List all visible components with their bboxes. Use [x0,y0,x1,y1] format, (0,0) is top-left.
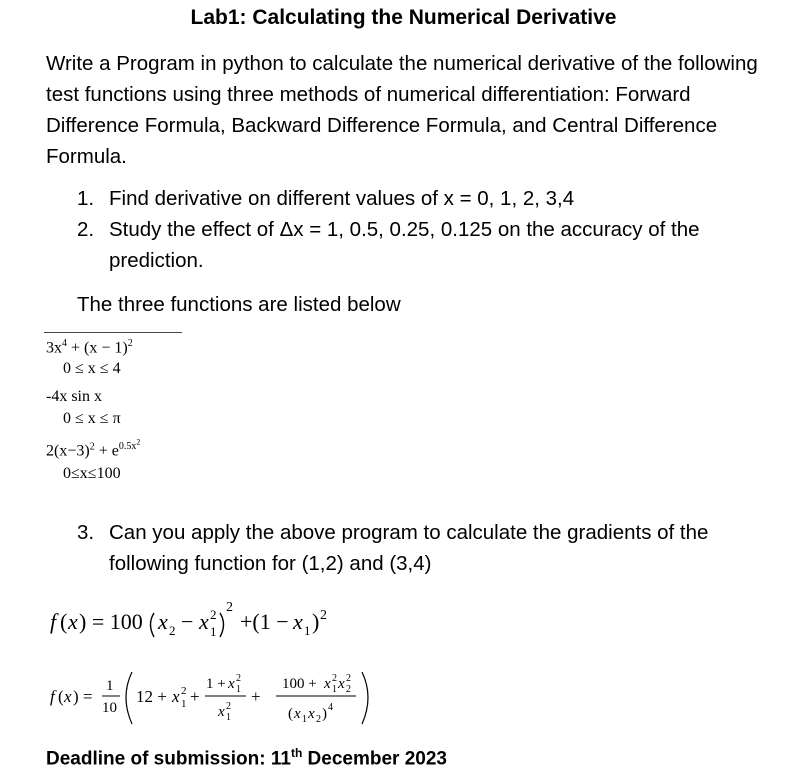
list-item [77,183,777,214]
svg-text:x: x [324,676,331,692]
svg-text:f: f [50,609,57,634]
svg-text:2: 2 [181,685,187,697]
svg-text:2: 2 [226,600,233,615]
svg-text:2: 2 [320,608,327,623]
svg-text:): ) [322,706,327,722]
svg-text:10: 10 [102,700,117,716]
list-item [77,214,777,276]
deadline-suffix: December 2023 [302,748,447,770]
functions-intro: The three functions are listed below [77,293,401,316]
svg-text:2: 2 [346,673,351,684]
list-number: 3. [77,521,95,544]
formula-graphic [50,595,470,645]
svg-text:x: x [199,609,209,634]
svg-text:+: + [190,687,200,706]
svg-text:x: x [218,704,225,720]
function-2-expression: -4x sin x [46,388,102,405]
svg-text:2: 2 [332,673,337,684]
svg-text:(: ( [288,706,293,722]
svg-text:2: 2 [346,684,351,695]
svg-text:1 +: 1 + [206,676,226,692]
list-text: Study the effect of Δx = 1, 0.5, 0.25, 0.125 on the accuracy of the prediction. [109,218,700,272]
function-1-range: 0 ≤ x ≤ 4 [63,360,121,377]
svg-text:2: 2 [210,607,217,622]
svg-text:1: 1 [181,698,187,710]
svg-text:1: 1 [236,684,241,695]
svg-text:1: 1 [304,623,311,638]
deadline-text [46,746,447,770]
svg-text:x: x [158,609,168,634]
formula-second-function [50,664,380,732]
list-number: 2. [77,218,95,241]
svg-text:2: 2 [226,701,231,712]
function-1-expression: $3x^4 + (x - 1)^2$ [46,338,133,357]
intro-paragraph: Write a Program in python to calculate the numerical derivative of the following test functions using three methods of numerical differentiation: Forward Difference Formula, Backward Difference Formula, and Central Difference Formula. [46,52,758,168]
svg-text:1: 1 [210,624,217,639]
svg-text:x: x [338,676,345,692]
svg-text:1: 1 [106,678,114,694]
list-item [77,517,777,579]
deadline-ordinal: th [290,746,303,760]
task-list [77,183,777,283]
svg-text:): ) [312,609,320,634]
svg-text:1: 1 [302,714,307,725]
function-3-expression: $2(x-3)^2 + e^{0.5x^2}$ [46,438,141,460]
svg-text:x: x [293,609,303,634]
svg-text:1: 1 [332,684,337,695]
list-text: Can you apply the above program to calculate the gradients of the following function for (1,2) and (3,4) [109,521,709,575]
svg-text:x: x [294,706,301,722]
list-number: 1. [77,187,95,210]
svg-text:+: + [251,687,261,706]
svg-text:(: ( [58,687,64,706]
svg-text:f: f [50,687,55,706]
svg-text:1: 1 [226,712,231,723]
svg-text:) = 100: ) = 100 [79,609,143,634]
svg-text:2: 2 [316,714,321,725]
svg-text:x: x [64,687,72,706]
svg-text:x: x [228,676,235,692]
svg-text:x: x [172,687,180,706]
svg-text:(: ( [60,609,68,634]
list-text: Find derivative on different values of x = 0, 1, 2, 3,4 [109,187,575,210]
svg-text:2: 2 [169,623,176,638]
svg-text:x: x [308,706,315,722]
svg-text:4: 4 [328,702,333,713]
svg-text:+(1 −: +(1 − [240,609,289,634]
divider [44,332,182,333]
svg-text:12 +: 12 + [136,687,167,706]
function-2-range: 0 ≤ x ≤ π [63,410,121,427]
svg-text:) =: ) = [73,687,93,706]
function-3-range: 0≤x≤100 [63,465,121,482]
svg-text:x: x [68,609,78,634]
deadline-prefix: Deadline of submission: 11 [46,748,291,770]
svg-text:2: 2 [236,673,241,684]
svg-text:100 +: 100 + [282,676,317,692]
page-title: Lab1: Calculating the Numerical Derivative [190,6,617,29]
formula-gradient-function [50,595,470,645]
svg-text:−: − [181,609,194,634]
formula-graphic [50,664,380,732]
